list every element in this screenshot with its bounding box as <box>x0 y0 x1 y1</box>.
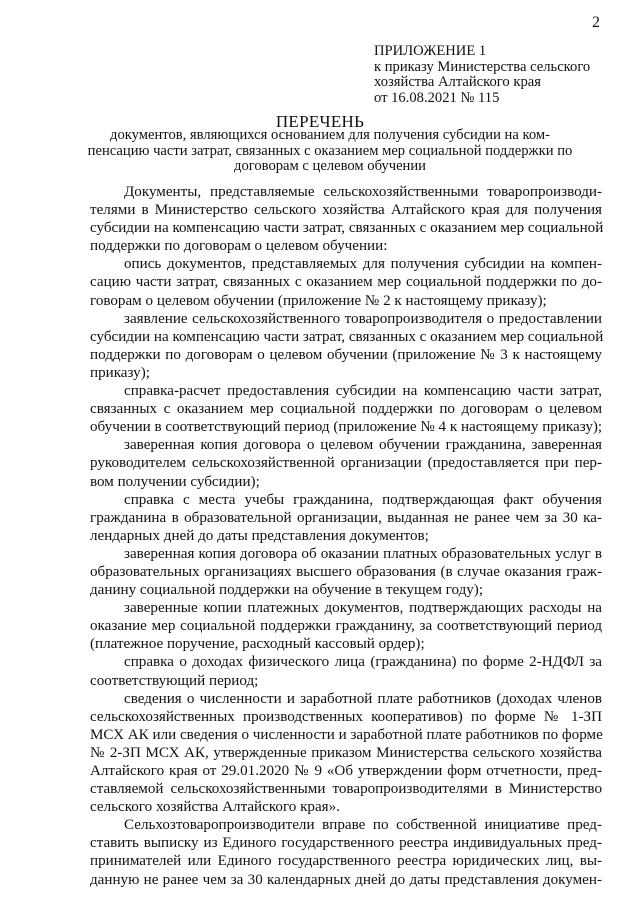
paragraph-line: Алтайского края от 29.01.2020 № 9 «Об утверждении форм отчетности, пред- <box>90 763 602 779</box>
paragraph-line: оказание мер социальной поддержки гражданину, за соответствующий период <box>90 618 602 635</box>
subtitle-line: договорам с целевом обучении <box>234 158 426 174</box>
paragraph-line: руководителем сельскохозяйственной организации (предоставляется при пер- <box>90 455 602 472</box>
paragraph <box>90 491 602 545</box>
paragraph-line: вом получении субсидии); <box>90 473 260 490</box>
paragraph-line: заявление сельскохозяйственного товаропроизводителя о предоставлении <box>124 310 602 327</box>
paragraph <box>90 183 602 255</box>
paragraph-line: опись документов, представляемых для получения субсидии на компен- <box>124 256 602 273</box>
paragraph-line: (платежное поручение, расходный кассовый ордер); <box>90 636 425 653</box>
paragraph-line: Сельхозтоваропроизводители вправе по собственной инициативе пред- <box>124 817 602 834</box>
paragraph-line: сельского хозяйства Алтайского края». <box>90 799 340 816</box>
paragraph-line: поддержки по договорам о целевом обучении (приложение № 3 к настоящему <box>90 346 602 363</box>
paragraph-line: МСХ АК или сведения о численности и заработной плате работников по форме <box>90 726 603 743</box>
appendix-header <box>374 44 636 106</box>
paragraph-line: соответствующий период; <box>90 672 259 689</box>
paragraph-line: связанных с оказанием мер социальной поддержки по договорам о целевом <box>90 401 602 418</box>
paragraph-line: № 2-ЗП МСХ АК, утвержденные приказом Министерства сельского хозяйства <box>90 744 602 761</box>
paragraph-line: говорам о целевом обучении (приложение № 2 к настоящему приказу); <box>90 292 547 309</box>
paragraph <box>90 816 602 888</box>
paragraph <box>90 599 602 653</box>
paragraph <box>90 255 602 309</box>
paragraph <box>90 382 602 436</box>
paragraph-line: сельскохозяйственных производственных кооперативов) по форме № 1-ЗП <box>90 708 602 725</box>
paragraph-line: заверенная копия договора об оказании платных образовательных услуг в <box>124 545 602 562</box>
paragraph-line: ставить выписку из Единого государственного реестра индивидуальных пред- <box>90 835 602 852</box>
appendix-date: от 16.08.2021 № 115 <box>374 89 500 106</box>
paragraph-line: данину социальной поддержки на обучение в текущем году); <box>90 582 484 599</box>
subtitle-line: документов, являющихся основанием для получения субсидии на ком- <box>110 127 550 143</box>
paragraph-line: гражданина в образовательной организации, выданная не ранее чем за 30 ка- <box>90 509 602 526</box>
appendix-line: хозяйства Алтайского края <box>374 74 541 90</box>
paragraph-line: поддержки по договорам о целевом обучении: <box>90 238 388 255</box>
paragraph <box>90 436 602 490</box>
paragraph-line: образовательных организациях высшего образования (в случае оказания граж- <box>90 563 602 580</box>
subtitle-line: пенсацию части затрат, связанных с оказанием мер социальной поддержки по <box>87 142 573 159</box>
paragraph-line: заверенная копия договора о целевом обучении гражданина, заверенная <box>124 437 602 454</box>
paragraph-line: принимателей или Единого государственного реестра юридических лиц, вы- <box>90 853 602 870</box>
paragraph-line: сацию части затрат, связанных с оказанием мер социальной поддержки по до- <box>90 274 602 291</box>
paragraph-line: сведения о численности и заработной плате работников (доходах членов <box>124 690 602 707</box>
page-number: 2 <box>592 14 600 31</box>
paragraph-line: лендарных дней до даты представления документов; <box>90 527 429 544</box>
document-title: ПЕРЕЧЕНЬ <box>275 112 365 131</box>
paragraph-line: приказу); <box>90 364 150 381</box>
paragraph-line: справка с места учебы гражданина, подтверждающая факт обучения <box>124 491 602 508</box>
paragraph <box>90 690 602 817</box>
document-subtitle <box>80 128 580 175</box>
paragraph-line: субсидии на компенсацию части затрат, связанных с оказанием мер социальной <box>90 220 604 237</box>
paragraph-line: заверенные копии платежных документов, подтверждающих расходы на <box>124 600 602 617</box>
paragraph <box>90 310 602 382</box>
paragraph-line: Документы, представляемые сельскохозяйственными товаропроизводи- <box>124 184 602 200</box>
paragraph-line: субсидии на компенсацию части затрат, связанных с оказанием мер социальной <box>90 328 604 345</box>
document-body <box>90 183 602 889</box>
paragraph <box>90 653 602 689</box>
paragraph-line: справка о доходах физического лица (гражданина) по форме 2-НДФЛ за <box>124 654 602 671</box>
paragraph-line: обучении в соответствующий период (приложение № 4 к настоящему приказу); <box>90 419 603 436</box>
appendix-title: ПРИЛОЖЕНИЕ 1 <box>374 43 487 59</box>
paragraph-line: справка-расчет предоставления субсидии на компенсацию части затрат, <box>124 383 602 400</box>
paragraph-line: данную не ранее чем за 30 календарных дней до даты представления докумен- <box>90 871 602 888</box>
paragraph-line: ставляемой сельскохозяйственными товаропроизводителями в Министерство <box>90 781 602 798</box>
appendix-line: к приказу Министерства сельского <box>374 58 591 75</box>
paragraph-line: телями в Министерство сельского хозяйства Алтайского края для получения <box>90 202 602 219</box>
paragraph <box>90 545 602 599</box>
